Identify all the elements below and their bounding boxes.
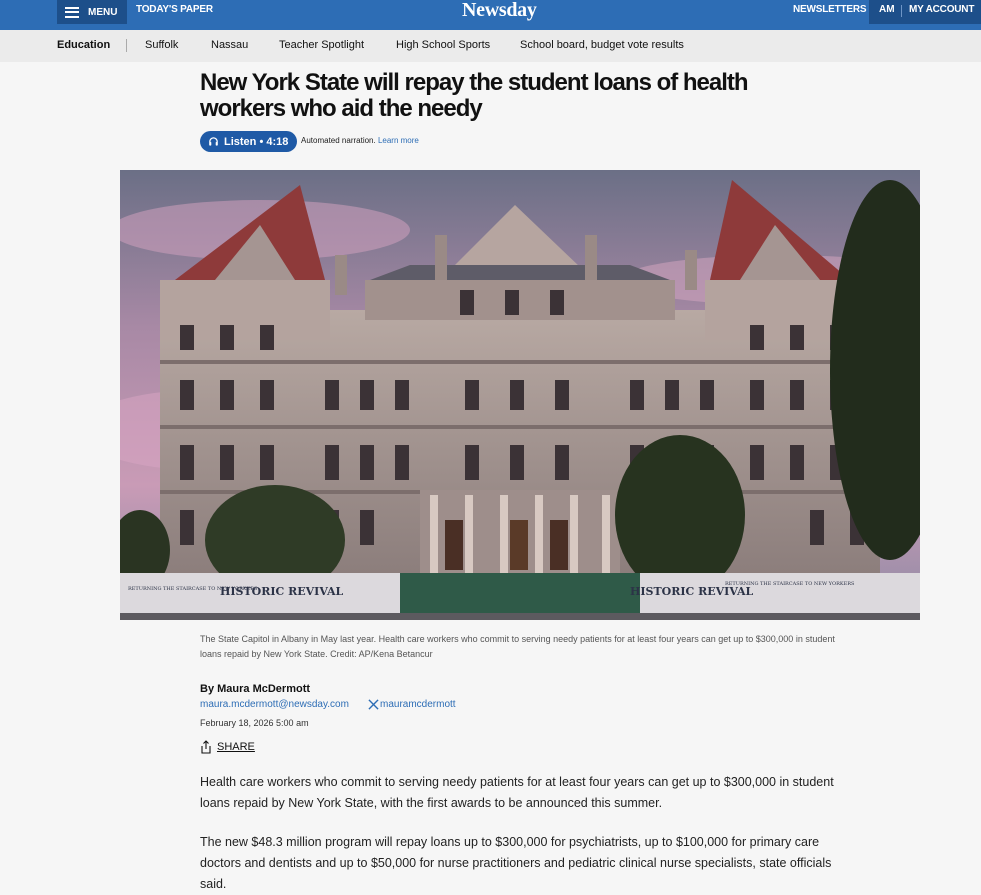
share-button[interactable] bbox=[200, 740, 255, 754]
newsday-logo[interactable] bbox=[462, 0, 537, 22]
headphones-icon bbox=[208, 136, 219, 147]
newsletters-link[interactable]: NEWSLETTERS bbox=[793, 4, 867, 15]
fence-small-right: RETURNING THE STAIRCASE TO NEW YORKERS bbox=[725, 581, 855, 587]
subnav-item-high-school-sports[interactable]: High School Sports bbox=[396, 39, 491, 51]
narration-note bbox=[301, 136, 419, 145]
account-area bbox=[869, 0, 981, 24]
narration-text: Automated narration. bbox=[301, 136, 376, 145]
subnav-item-nassau[interactable]: Nassau bbox=[211, 39, 249, 51]
fence-small-left: RETURNING THE STAIRCASE TO NEW YORKERS bbox=[128, 586, 258, 592]
listen-label: Listen • 4:18 bbox=[224, 135, 289, 148]
fence-sign-left: HISTORIC REVIVAL bbox=[220, 585, 344, 598]
listen-button[interactable] bbox=[200, 131, 297, 152]
subnav-divider bbox=[126, 39, 127, 52]
menu-button[interactable] bbox=[57, 0, 127, 24]
top-bar bbox=[0, 0, 981, 30]
x-handle: mauramcdermott bbox=[380, 699, 456, 710]
image-caption: The State Capitol in Albany in May last year. Health care workers who commit to serving needy patients for at least four years can get up to $300,000 in student loans repaid by New York State. Credit: AP/Kena Betancur bbox=[200, 634, 835, 659]
learn-more-link[interactable]: Learn more bbox=[377, 136, 419, 145]
menu-label: MENU bbox=[88, 6, 118, 18]
my-account-link[interactable]: MY ACCOUNT bbox=[909, 4, 975, 15]
publish-date: February 18, 2026 5:00 am bbox=[200, 718, 309, 728]
hamburger-icon bbox=[65, 7, 79, 18]
account-divider bbox=[901, 5, 902, 17]
x-logo-icon bbox=[368, 699, 379, 710]
author-byline: By Maura McDermott bbox=[200, 683, 311, 695]
section-nav bbox=[0, 30, 981, 62]
logo-text: Newsday bbox=[462, 0, 537, 21]
author-x-link[interactable] bbox=[368, 699, 456, 710]
author-email-link[interactable]: maura.mcdermott@newsday.com bbox=[200, 699, 349, 710]
subnav-item-school-board[interactable]: School board, budget vote results bbox=[520, 39, 684, 51]
fence-sign-right: HISTORIC REVIVAL bbox=[630, 585, 754, 598]
article-paragraph: Health care workers who commit to serving needy patients for at least four years can get up to $300,000 in student loans repaid by New York State, with the first awards to be announced this summer. bbox=[200, 775, 834, 810]
am-link[interactable]: AM bbox=[879, 4, 895, 15]
todays-paper-link[interactable]: TODAY'S PAPER bbox=[136, 4, 213, 15]
share-icon bbox=[200, 740, 212, 754]
article-paragraph: The new $48.3 million program will repay loans up to $300,000 for psychiatrists, up to $100,000 for primary care doctors and dentists and up to $50,000 for nurse practitioners and pediatric clinical nurse specialists, state officials said. bbox=[200, 835, 832, 891]
subnav-item-education[interactable]: Education bbox=[57, 39, 111, 51]
subnav-item-suffolk[interactable]: Suffolk bbox=[145, 39, 179, 51]
state-capitol-photo bbox=[120, 170, 920, 620]
article-headline: New York State will repay the student loans of health workers who aid the needy bbox=[200, 69, 748, 122]
share-label: SHARE bbox=[217, 741, 255, 753]
subnav-item-teacher-spotlight[interactable]: Teacher Spotlight bbox=[279, 39, 364, 51]
hero-image[interactable] bbox=[120, 170, 920, 620]
